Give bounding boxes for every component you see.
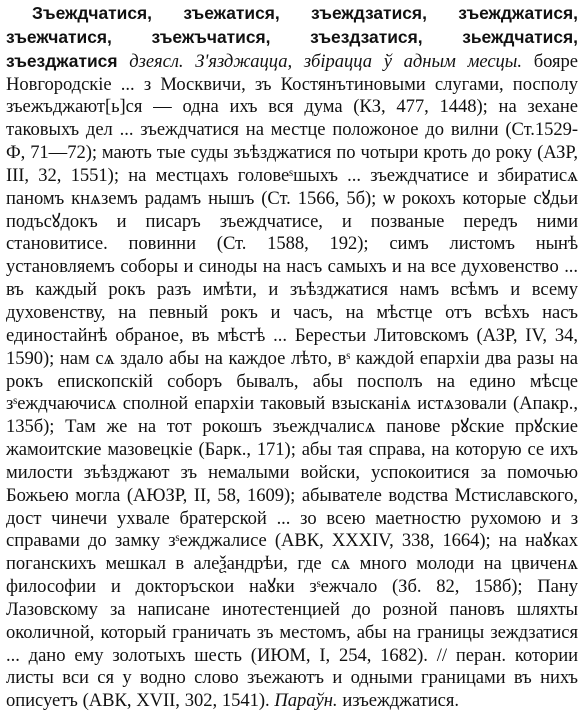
see-target: изъежджатися.: [342, 690, 459, 712]
dialect-label: дзеясл.: [129, 50, 184, 72]
headwords: Зъеждчатися, зъежатися, зъеждзатися, зъежджатися, зъежчатися, зъежъчатися, зъездзатися, зьеждчатися, зъезджатися: [6, 3, 578, 71]
see-label: Параўн.: [274, 690, 338, 712]
modern-gloss: З'язджацца, збірацца ў адным месцы.: [195, 50, 522, 72]
dictionary-entry: [6, 2, 578, 713]
entry-body: бояре Новгородскіе ... з Москвичи, зъ Костянътиновыми слугами, посполу зъежъджают[ь]ся — одна ихъ вся дума (КЗ, 477, 1448); на зехане таковыхъ дел ... зъеждчатися на местце положоное до вилни (Ст.1529-Ф, 71—72); мають тые суды зъѣзджатися по чотыри кроть до року (АЗР, III, 32, 1551); на местцахъ головеˢшыхъ ... зъеждчатисе и збиратисѧ паномъ кнѧземъ радамъ нышъ (Ст. 1566, 5б); ѡ рокохъ которые сꙋдьи подъсꙋдокъ и писаръ зъеждчатисе, и позваные передъ ними становитисе. повинни (Ст. 1588, 192); симъ листомъ нынѣ установляемъ соборы и синоды на насъ самыхъ и на все духовенство ... въ каждый рокъ разъ имѣти, и зъѣзджатися намъ всѣмъ и всему духовенству, на певный рокъ и часъ, на мѣстце отъ всѣхъ насъ единостайнѣ обраное, въ мѣстѣ ... Берестьи Литовскомъ (АЗР, IV, 34, 1590); нам сѧ здало абы на каждое лѣто, вˢ каждой епархіи два разы на рокъ епископскій соборъ бывалъ, абы посполъ на едино мѣсце зˢеждчаючисѧ сполной епархіи таковый взысканіѧ истѧзовали (Апакр., 135б); Там же на тот рокошъ зъеждчалисѧ панове рꙋские прꙋские жамоитские мазовецкіе (Барк., 171); абы тая справа, на которую се ихъ милости зъѣзджают зъ немалыми войски, успокоитися за помочью Божьею могла (АЮЗР, II, 58, 1609); абывателе водства Мстиславского, дост чинечи ухвале братерской ... зо всею маетностю рухомою и з справами до замку зˢежджалисе (АВК, XXXIV, 338, 1664); на наꙋках поганскихъ мешкал в алеѯандрѣи, где сѧ много молоди на цвиченѧ философии и докторъскои наꙋки зˢежчало (Зб. 82, 158б); Пану Лазовскому за написане инотестенцией до розной пановъ шляхты околичной, который граничать зъ местомъ, абы на границы зеждзатися ... дано ему золотыхъ шесть (ИЮМ, I, 254, 1682). // перан. котории листы вси ся у водно слово зъежаютъ и одными границами въ нихъ описуетъ (АВК, XVII, 302, 1541).: [6, 50, 578, 712]
